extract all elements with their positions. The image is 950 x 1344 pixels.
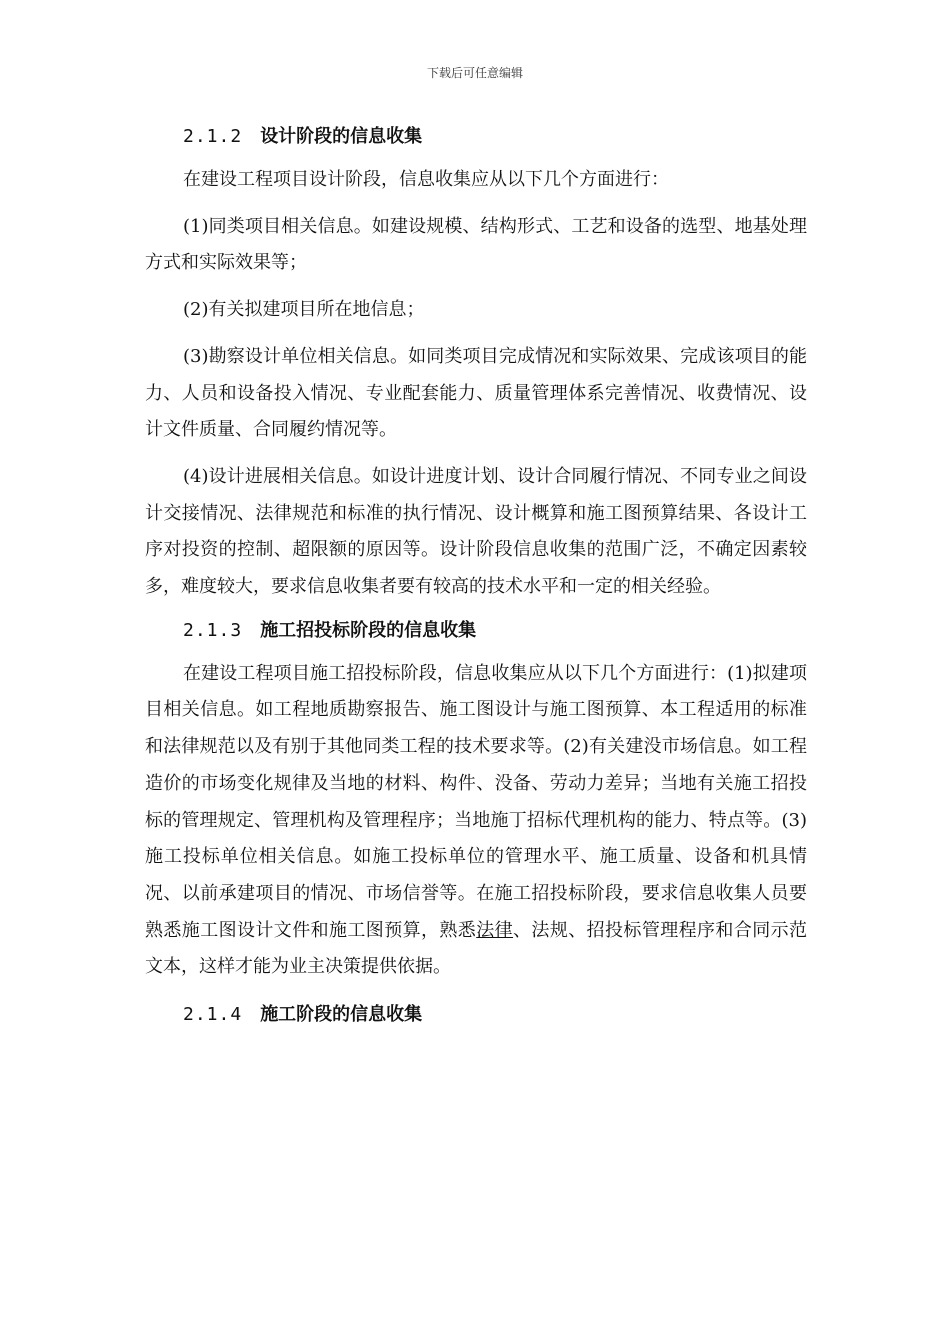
section-title: 施工阶段的信息收集 (260, 1004, 423, 1026)
paragraph: (2)有关拟建项目所在地信息； (183, 299, 425, 321)
paragraph-text: 在建设工程项目施工招投标阶段，信息收集应从以下几个方面进行：(1)拟建项目相关信息。如工程地质勘察报告、施工图设计与施工图预算、本工程适用的标准和法律规范以及有别于其他同类工程的技术要求等。(2)有关建没市场信息。如工程造价的市场变化规律及当地的材料、构件、没备、劳动力差异；当地有关施工招投标的管理规定、管理机构及管理程序；当地施丁招标代理机构的能力、特点等。(3)施工投标单位相关信息。如施工投标单位的管理水平、施工质量、设备和机具情况、以前承建项目的情况、市场信誉等。在施工招投标阶段，要求信息收集人员要熟悉施工图设计文件和施工图预算，熟悉 (145, 662, 807, 941)
section-heading-2-1-2 (145, 118, 807, 156)
paragraph: 在建设工程项目设计阶段，信息收集应从以下几个方面进行： (183, 169, 669, 190)
paragraph: (3)勘察设计单位相关信息。如同类项目完成情况和实际效果、完成该项目的能力、人员和设备投入情况、专业配套能力、质量管理体系完善情况、收费情况、设计文件质量、合同履约情况等。 (145, 345, 807, 441)
section-number: 2.1.2 (183, 126, 243, 147)
paragraph (145, 656, 807, 986)
paragraph-text: 、法规、招投标管理程序和合同示范文本，这样才能为业主决策提供依据。 (145, 919, 808, 978)
document-body (145, 118, 807, 1034)
section-heading-2-1-4 (145, 996, 807, 1034)
section-title: 施工招投标阶段的信息收集 (260, 619, 477, 641)
paragraph: (4)设计进展相关信息。如设计进度计划、设计合同履行情况、不同专业之间设计交接情况、法律规范和标准的执行情况、设计概算和施工图预算结果、各设计工序对投资的控制、超限额的原因等。设计阶段信息收集的范围广泛，不确定因素较多，难度较大，要求信息收集者要有较高的技术水平和一定的相关经验。 (145, 465, 807, 598)
section-number: 2.1.3 (183, 619, 243, 641)
paragraph: (1)同类项目相关信息。如建设规模、结构形式、工艺和设备的选型、地基处理方式和实际效果等； (145, 215, 807, 274)
page-header: 下载后可任意编辑 (426, 66, 523, 80)
section-heading-2-1-3 (145, 612, 807, 650)
section-number: 2.1.4 (183, 1004, 243, 1026)
law-link[interactable]: 法律 (476, 919, 514, 941)
section-title: 设计阶段的信息收集 (260, 126, 423, 147)
